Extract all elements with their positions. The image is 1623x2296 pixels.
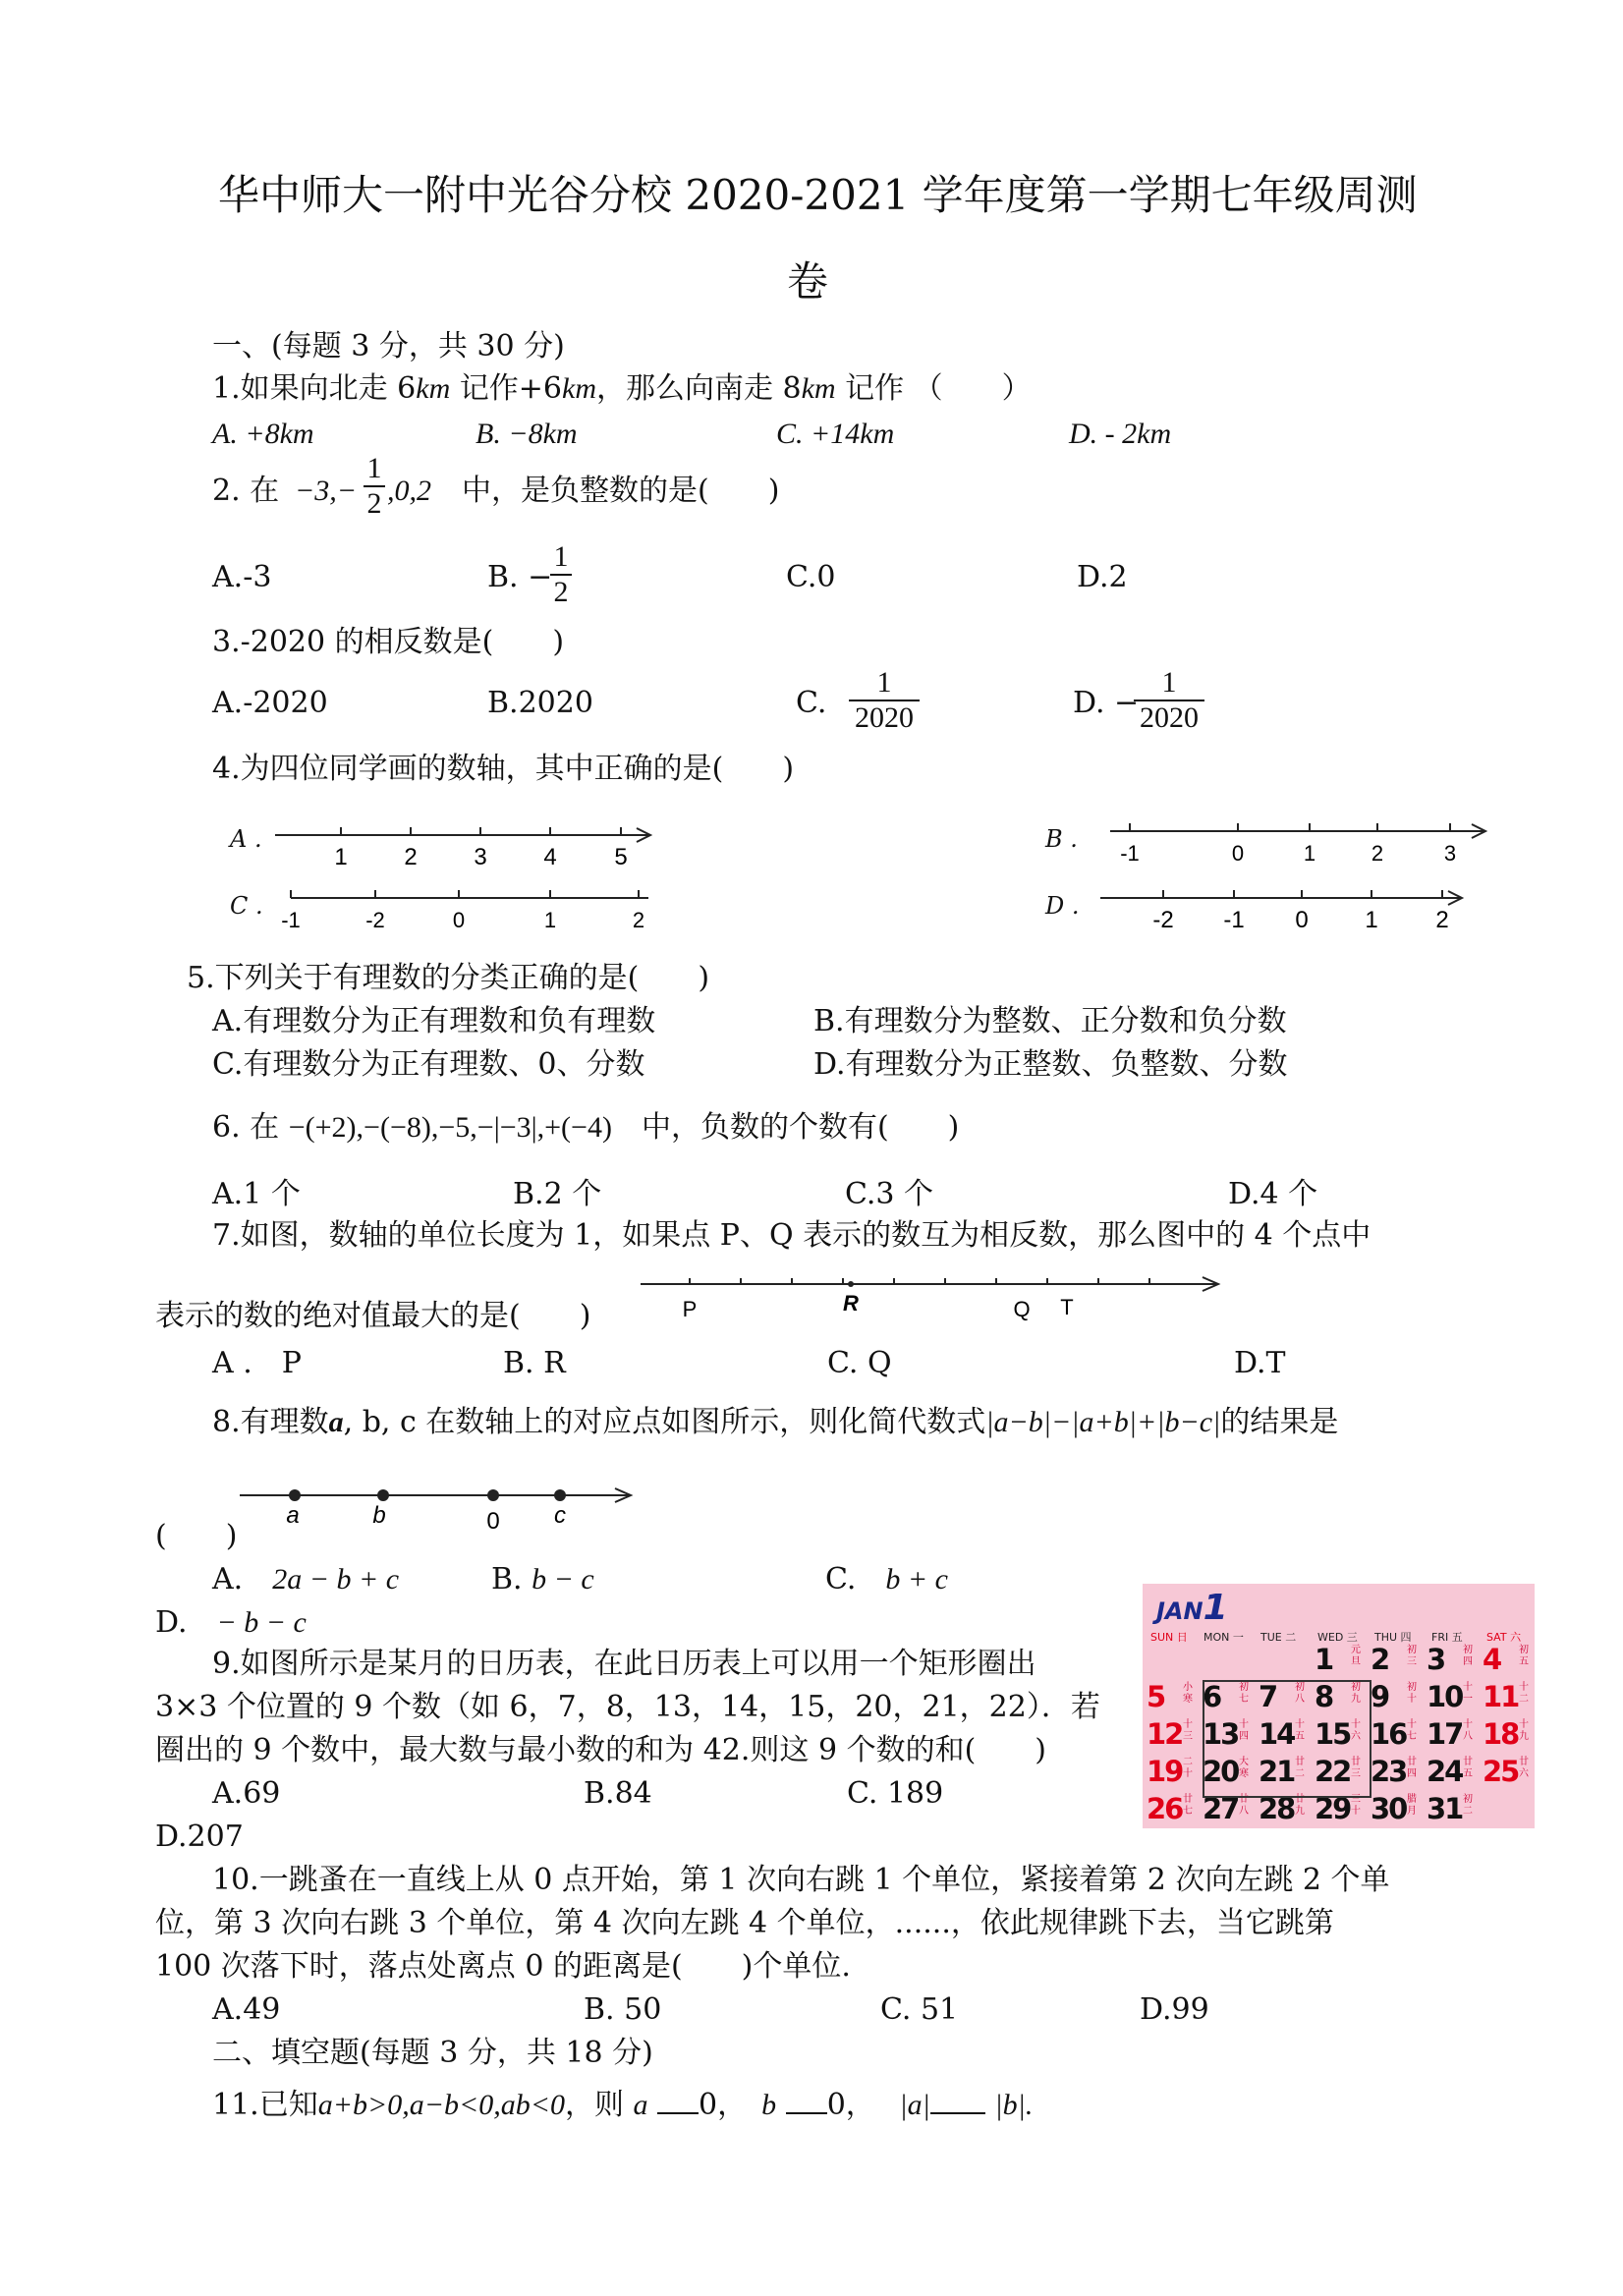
calendar-lunar-label: 廿三 [1351, 1757, 1361, 1779]
calendar-month: JAN1 [1156, 1588, 1228, 1628]
q10-option-a: A.49 [212, 1992, 281, 2027]
calendar-day [1369, 1715, 1422, 1753]
calendar-day-number: 24 [1427, 1755, 1463, 1788]
q8-option-c: C. b + c [825, 1562, 948, 1596]
axis-b-label: B . [1045, 825, 1078, 853]
q8-point-zero: 0 [486, 1508, 500, 1535]
weekday: TUE 二 [1260, 1631, 1297, 1644]
calendar-lunar-label: 廿二 [1295, 1757, 1305, 1779]
calendar-day [1369, 1641, 1422, 1678]
question-9-line2: 3×3 个位置的 9 个数（如 6，7，8，13，14，15，20，21，22）．若 [155, 1690, 1100, 1724]
calendar-lunar-label: 廿五 [1463, 1757, 1473, 1779]
q2-expr-a: −3,− [295, 475, 357, 507]
q6-option-b: B.2 个 [513, 1177, 602, 1211]
calendar-day-number: 17 [1427, 1717, 1463, 1751]
calendar-day-number: 22 [1315, 1755, 1351, 1788]
calendar-day [1145, 1715, 1198, 1753]
q9-option-d: D.207 [155, 1820, 244, 1854]
axis-b-tick: 2 [1371, 841, 1384, 866]
calendar-day [1369, 1753, 1422, 1790]
q9-option-a: A.69 [212, 1776, 281, 1811]
axis-a-tick: 3 [474, 844, 487, 870]
q5-option-b: B.有理数分为整数、正分数和负分数 [813, 1004, 1287, 1038]
q7-point-r: R [843, 1291, 859, 1316]
calendar-lunar-label: 十二 [1519, 1682, 1529, 1705]
q7-option-a: A . P [212, 1346, 302, 1380]
question-10-line3: 100 次落下时，落点处离点 0 的距离是( )个单位. [155, 1949, 851, 1984]
calendar-day-number: 7 [1259, 1680, 1277, 1713]
calendar-lunar-label: 十九 [1519, 1719, 1529, 1742]
q3-option-b: B.2020 [487, 686, 593, 720]
calendar-image [1143, 1584, 1535, 1828]
axis-a-tick: 2 [404, 844, 418, 870]
q5-option-c: C.有理数分为正有理数、0、分数 [212, 1047, 645, 1082]
q2-option-b: B. − [487, 560, 553, 594]
calendar-day-number: 13 [1203, 1717, 1239, 1751]
q5-option-a: A.有理数分为正有理数和负有理数 [212, 1004, 656, 1038]
question-6: 6. 在 −(+2),−(−8),−5,−|−3|,+(−4) 中，负数的个数有( ) [212, 1110, 960, 1145]
q8-point-c: c [554, 1502, 566, 1529]
calendar-lunar-label: 廿四 [1407, 1757, 1417, 1779]
question-9-line1: 9.如图所示是某月的日历表，在此日历表上可以用一个矩形圈出 [212, 1647, 1036, 1681]
calendar-day [1425, 1753, 1478, 1790]
blank[interactable] [786, 2087, 827, 2114]
q1-option-b: B. −8km [476, 418, 578, 450]
q7-point-p: P [682, 1297, 698, 1321]
axis-a-tick: 4 [543, 844, 557, 870]
calendar-day [1425, 1715, 1478, 1753]
calendar-day-number: 5 [1147, 1680, 1165, 1713]
question-10-line2: 位，第 3 次向右跳 3 个单位，第 4 次向左跳 4 个单位，......，依此规律跳下去，当它跳第 [155, 1906, 1334, 1940]
axis-c-tick: 0 [452, 908, 466, 932]
weekday: THU 四 [1374, 1631, 1412, 1644]
axis-c-tick: -2 [365, 908, 385, 932]
number-line-c [277, 880, 670, 939]
axis-d-tick: -1 [1223, 907, 1245, 933]
calendar-day-number: 29 [1315, 1792, 1351, 1825]
calendar-lunar-label: 小寒 [1183, 1682, 1193, 1705]
calendar-day-number: 4 [1483, 1643, 1501, 1676]
axis-d-tick: 1 [1365, 907, 1378, 933]
q7-option-d: D.T [1234, 1346, 1286, 1380]
q8-number-line [236, 1478, 648, 1537]
calendar-day-number: 30 [1371, 1792, 1407, 1825]
q8-option-d: D. − b − c [155, 1605, 307, 1640]
calendar-day-number: 26 [1147, 1792, 1183, 1825]
q8-option-b: B. b − c [491, 1562, 594, 1596]
calendar-day-number: 15 [1315, 1717, 1351, 1751]
question-8: 8.有理数a, b, c 在数轴上的对应点如图所示，则化简代数式|a−b|−|a+b|+|b−c|的结果是 [212, 1405, 1339, 1439]
weekday: FRI 五 [1431, 1631, 1463, 1644]
calendar-lunar-label: 廿六 [1519, 1757, 1529, 1779]
calendar-day [1481, 1715, 1534, 1753]
calendar-day [1425, 1641, 1478, 1678]
axis-a-label: A . [230, 825, 262, 853]
calendar-day [1369, 1678, 1422, 1715]
q2-option-c: C.0 [786, 560, 836, 594]
calendar-day-number: 8 [1315, 1680, 1333, 1713]
q2-option-d: D.2 [1077, 560, 1128, 594]
number-line-b [1100, 812, 1493, 870]
calendar-lunar-label: 初二 [1463, 1794, 1473, 1817]
q3-option-d: D. − [1073, 686, 1140, 720]
calendar-selection-box [1203, 1680, 1371, 1798]
q9-option-b: B.84 [584, 1776, 652, 1811]
calendar-day-number: 12 [1147, 1717, 1183, 1751]
calendar-lunar-label: 十一 [1463, 1682, 1473, 1705]
weekday: SUN 日 [1150, 1631, 1188, 1644]
calendar-lunar-label: 大寒 [1239, 1757, 1249, 1779]
q7-point-q: Q [1013, 1297, 1031, 1321]
axis-a-tick: 1 [334, 844, 348, 870]
calendar-day [1145, 1678, 1198, 1715]
calendar-day-number: 19 [1147, 1755, 1183, 1788]
weekday: SAT 六 [1486, 1631, 1522, 1644]
axis-d-tick: 0 [1295, 907, 1309, 933]
calendar-day-number: 18 [1483, 1717, 1519, 1751]
q8-option-a: A. 2a − b + c [212, 1562, 400, 1596]
calendar-day-number: 2 [1371, 1643, 1389, 1676]
q3-option-c: C. [796, 686, 827, 720]
page-title-cont: 卷 [787, 257, 829, 306]
number-line-a [265, 815, 658, 874]
q7-option-c: C. Q [827, 1346, 892, 1380]
calendar-lunar-label: 十五 [1295, 1719, 1305, 1742]
calendar-day [1369, 1790, 1422, 1827]
calendar-day-number: 6 [1203, 1680, 1221, 1713]
calendar-day-number: 3 [1427, 1643, 1445, 1676]
calendar-day-number: 10 [1427, 1680, 1463, 1713]
axis-b-tick: 0 [1231, 841, 1245, 866]
calendar-day-number: 23 [1371, 1755, 1407, 1788]
calendar-lunar-label: 廿九 [1295, 1794, 1305, 1817]
calendar-day-number: 31 [1427, 1792, 1463, 1825]
axis-b-tick: 3 [1443, 841, 1457, 866]
q3-option-c-fraction: $\frac{1}{2020}$ [849, 666, 920, 735]
calendar-lunar-label: 二十 [1183, 1757, 1193, 1779]
calendar-day-number: 14 [1259, 1717, 1295, 1751]
weekday: WED 三 [1317, 1631, 1358, 1644]
calendar-day-number: 9 [1371, 1680, 1389, 1713]
calendar-day [1481, 1753, 1534, 1790]
axis-d-tick: -2 [1152, 907, 1174, 933]
q8-paren: ( ) [155, 1519, 238, 1553]
calendar-lunar-label: 十七 [1407, 1719, 1417, 1742]
calendar-day [1313, 1641, 1366, 1678]
calendar-day-number: 21 [1259, 1755, 1295, 1788]
calendar-lunar-label: 初八 [1295, 1682, 1305, 1705]
blank[interactable] [930, 2087, 985, 2114]
q7-point-t: T [1060, 1295, 1074, 1319]
calendar-lunar-label: 廿八 [1239, 1794, 1249, 1817]
question-10-line1: 10.一跳蚤在一直线上从 0 点开始，第 1 次向右跳 1 个单位，紧接着第 2 次向左跳 2 个单 [212, 1863, 1390, 1897]
question-11: 11.已知a+b>0,a−b<0,ab<0，则 a 0， b 0， |a| |b|. [212, 2088, 1034, 2122]
q5-option-d: D.有理数分为正整数、负整数、分数 [813, 1047, 1288, 1082]
q6-option-a: A.1 个 [212, 1177, 301, 1211]
calendar-lunar-label: 初四 [1463, 1645, 1473, 1667]
q2-tail: 中，是负整数的是( ) [462, 474, 780, 508]
q7-option-b: B. R [503, 1346, 566, 1380]
question-3: 3.-2020 的相反数是( ) [212, 625, 565, 659]
q1-option-a: A. +8km [212, 418, 314, 450]
axis-d-tick: 2 [1435, 907, 1449, 933]
calendar-lunar-label: 初七 [1239, 1682, 1249, 1705]
section-heading-2: 二、填空题(每题 3 分，共 18 分) [212, 2036, 653, 2070]
calendar-day-number: 20 [1203, 1755, 1239, 1788]
calendar-lunar-label: 十八 [1463, 1719, 1473, 1742]
q7-number-line [639, 1267, 1228, 1326]
calendar-day-number: 28 [1259, 1792, 1295, 1825]
calendar-lunar-label: 十六 [1351, 1719, 1361, 1742]
axis-c-tick: -1 [281, 908, 301, 932]
calendar-lunar-label: 十四 [1239, 1719, 1249, 1742]
calendar-lunar-label: 初十 [1407, 1682, 1417, 1705]
calendar-day-number: 27 [1203, 1792, 1239, 1825]
calendar-day-number: 11 [1483, 1680, 1519, 1713]
axis-d-label: D . [1045, 892, 1080, 920]
axis-b-tick: -1 [1120, 841, 1140, 866]
q10-option-b: B. 50 [584, 1992, 662, 2027]
calendar-day [1481, 1678, 1534, 1715]
q6-option-c: C.3 个 [845, 1177, 934, 1211]
axis-c-tick: 2 [632, 908, 645, 932]
q3-option-a: A.-2020 [212, 686, 328, 720]
page-title: 华中师大一附中光谷分校 2020-2021 学年度第一学期七年级周测 [218, 171, 1418, 219]
q1-option-c: C. +14km [776, 418, 895, 450]
question-4: 4.为四位同学画的数轴，其中正确的是( ) [212, 752, 795, 786]
q2-option-b-fraction: $\frac{1}{2}$ [550, 540, 572, 609]
question-9-line3: 圈出的 9 个数中，最大数与最小数的和为 42.则这 9 个数的和( ) [155, 1733, 1046, 1767]
calendar-day [1145, 1753, 1198, 1790]
q3-option-d-fraction: $\frac{1}{2020}$ [1134, 666, 1204, 735]
calendar-lunar-label: 初九 [1351, 1682, 1361, 1705]
axis-a-tick: 5 [614, 844, 628, 870]
calendar-lunar-label: 腊月 [1407, 1794, 1417, 1817]
calendar-lunar-label: 初三 [1407, 1645, 1417, 1667]
q9-option-c: C. 189 [847, 1776, 944, 1811]
blank[interactable] [657, 2087, 699, 2114]
question-5: 5.下列关于有理数的分类正确的是( ) [187, 961, 710, 995]
question-1: 1.如果向北走 6km 记作+6km，那么向南走 8km 记作 （ ） [212, 371, 1032, 406]
calendar-lunar-label: 初五 [1519, 1645, 1529, 1667]
q2-lead: 2. 在 [212, 474, 280, 508]
calendar-day [1425, 1678, 1478, 1715]
calendar-lunar-label: 廿七 [1183, 1794, 1193, 1817]
q2-fraction: $\frac{1}{2}$ [364, 452, 385, 521]
calendar-day-number: 25 [1483, 1755, 1519, 1788]
q10-option-d: D.99 [1140, 1992, 1209, 2027]
question-7-line1: 7.如图，数轴的单位长度为 1，如果点 P、Q 表示的数互为相反数，那么图中的 4 个点中 [212, 1218, 1371, 1253]
axis-b-tick: 1 [1303, 841, 1316, 866]
calendar-lunar-label: 元旦 [1351, 1645, 1361, 1667]
q2-expr-b: ,0,2 [387, 475, 431, 507]
q8-point-a: a [286, 1502, 300, 1529]
q10-option-c: C. 51 [880, 1992, 959, 2027]
axis-c-tick: 1 [543, 908, 557, 932]
axis-c-label: C . [230, 892, 263, 920]
q6-option-d: D.4 个 [1228, 1177, 1318, 1211]
calendar-day [1481, 1641, 1534, 1678]
weekday: MON 一 [1203, 1631, 1244, 1644]
calendar-day-number: 1 [1315, 1643, 1333, 1676]
q8-point-b: b [372, 1502, 386, 1529]
q1-option-d: D. - 2km [1069, 418, 1172, 450]
section-heading: 一、(每题 3 分，共 30 分) [212, 329, 565, 364]
calendar-day-number: 16 [1371, 1717, 1407, 1751]
calendar-lunar-label: 三十 [1351, 1794, 1361, 1817]
question-7-line2: 表示的数的绝对值最大的是( ) [155, 1299, 591, 1333]
calendar-day [1425, 1790, 1478, 1827]
calendar-day [1145, 1790, 1198, 1827]
calendar-lunar-label: 十三 [1183, 1719, 1193, 1742]
number-line-d [1091, 880, 1483, 939]
q2-option-a: A.-3 [212, 560, 272, 594]
